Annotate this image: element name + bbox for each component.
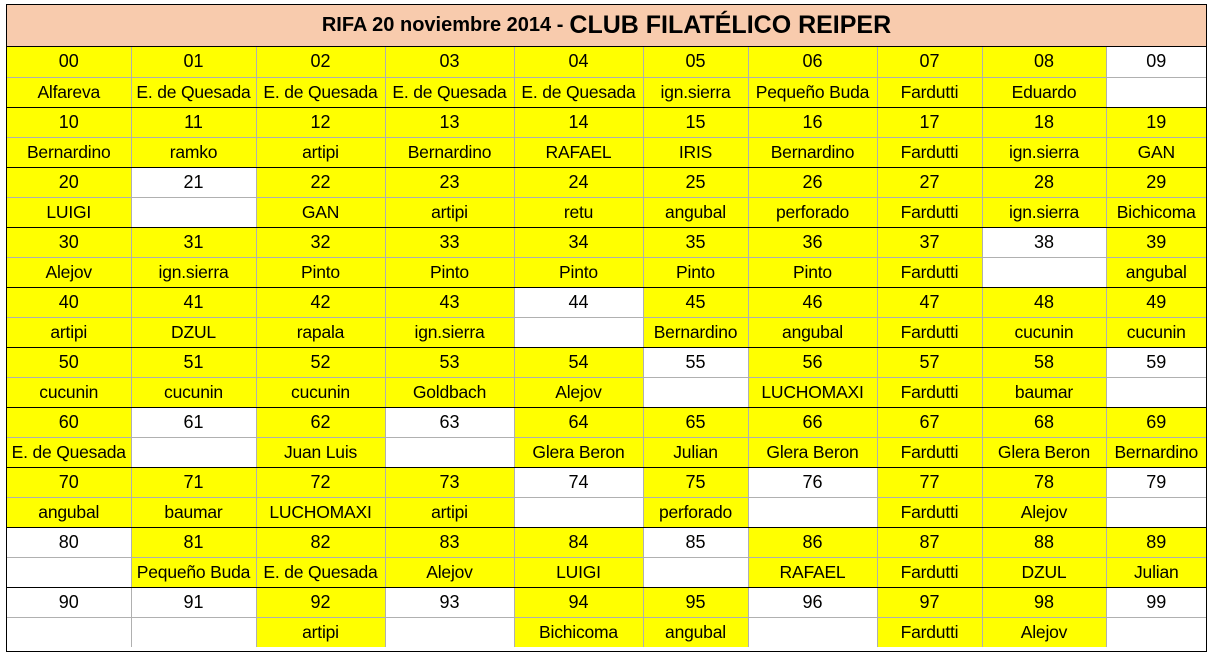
raffle-buyer-cell: GAN <box>256 197 385 227</box>
raffle-buyer-cell: Fardutti <box>877 317 982 347</box>
raffle-number-cell: 43 <box>385 287 514 317</box>
raffle-number-cell: 63 <box>385 407 514 437</box>
raffle-buyer-cell: Fardutti <box>877 617 982 647</box>
raffle-number-cell: 68 <box>982 407 1106 437</box>
raffle-number-cell: 38 <box>982 227 1106 257</box>
raffle-buyer-cell: ign.sierra <box>385 317 514 347</box>
raffle-buyer-cell: Pinto <box>385 257 514 287</box>
raffle-number-cell: 78 <box>982 467 1106 497</box>
raffle-number-cell: 02 <box>256 47 385 77</box>
raffle-number-cell: 48 <box>982 287 1106 317</box>
number-row <box>7 107 1206 137</box>
raffle-number-cell: 69 <box>1106 407 1206 437</box>
raffle-number-cell: 54 <box>514 347 643 377</box>
raffle-number-cell: 45 <box>643 287 748 317</box>
raffle-number-cell: 53 <box>385 347 514 377</box>
raffle-number-cell: 73 <box>385 467 514 497</box>
raffle-number-cell: 85 <box>643 527 748 557</box>
name-row <box>7 617 1206 647</box>
raffle-buyer-cell: cucunin <box>982 317 1106 347</box>
raffle-number-cell: 19 <box>1106 107 1206 137</box>
raffle-buyer-cell: rapala <box>256 317 385 347</box>
raffle-number-cell: 44 <box>514 287 643 317</box>
raffle-buyer-cell: Fardutti <box>877 77 982 107</box>
raffle-number-cell: 72 <box>256 467 385 497</box>
raffle-buyer-cell: ign.sierra <box>982 197 1106 227</box>
raffle-number-cell: 00 <box>7 47 131 77</box>
raffle-number-cell: 18 <box>982 107 1106 137</box>
title-prefix: RIFA 20 noviembre 2014 - <box>321 14 564 36</box>
raffle-buyer-cell: baumar <box>982 377 1106 407</box>
raffle-buyer-cell: Fardutti <box>877 557 982 587</box>
raffle-number-cell: 65 <box>643 407 748 437</box>
raffle-number-cell: 84 <box>514 527 643 557</box>
raffle-number-cell: 34 <box>514 227 643 257</box>
raffle-buyer-cell <box>1106 497 1206 527</box>
raffle-number-cell: 36 <box>748 227 877 257</box>
number-row <box>7 47 1206 77</box>
raffle-buyer-cell <box>1106 377 1206 407</box>
raffle-buyer-cell: artipi <box>7 317 131 347</box>
raffle-buyer-cell: Eduardo <box>982 77 1106 107</box>
raffle-buyer-cell: angubal <box>643 197 748 227</box>
raffle-buyer-cell: Pinto <box>748 257 877 287</box>
raffle-buyer-cell <box>131 617 256 647</box>
raffle-number-cell: 11 <box>131 107 256 137</box>
raffle-number-cell: 50 <box>7 347 131 377</box>
raffle-buyer-cell: LUIGI <box>7 197 131 227</box>
raffle-number-cell: 20 <box>7 167 131 197</box>
raffle-buyer-cell: Alejov <box>982 497 1106 527</box>
raffle-number-cell: 21 <box>131 167 256 197</box>
raffle-buyer-cell: Goldbach <box>385 377 514 407</box>
raffle-buyer-cell: IRIS <box>643 137 748 167</box>
raffle-buyer-cell: Fardutti <box>877 137 982 167</box>
raffle-number-cell: 15 <box>643 107 748 137</box>
raffle-number-cell: 51 <box>131 347 256 377</box>
raffle-number-cell: 87 <box>877 527 982 557</box>
number-row <box>7 227 1206 257</box>
raffle-buyer-cell: Julian <box>1106 557 1206 587</box>
raffle-number-cell: 31 <box>131 227 256 257</box>
name-row <box>7 77 1206 107</box>
number-row <box>7 587 1206 617</box>
raffle-buyer-cell: Julian <box>643 437 748 467</box>
raffle-number-cell: 93 <box>385 587 514 617</box>
raffle-buyer-cell: Alejov <box>385 557 514 587</box>
raffle-buyer-cell: artipi <box>385 497 514 527</box>
raffle-buyer-cell: angubal <box>7 497 131 527</box>
raffle-buyer-cell: cucunin <box>131 377 256 407</box>
raffle-buyer-cell: Glera Beron <box>514 437 643 467</box>
raffle-number-cell: 42 <box>256 287 385 317</box>
raffle-number-cell: 55 <box>643 347 748 377</box>
raffle-number-cell: 35 <box>643 227 748 257</box>
raffle-buyer-cell <box>748 617 877 647</box>
raffle-number-cell: 98 <box>982 587 1106 617</box>
raffle-number-cell: 26 <box>748 167 877 197</box>
raffle-buyer-cell <box>643 377 748 407</box>
raffle-buyer-cell: Bernardino <box>1106 437 1206 467</box>
raffle-number-cell: 60 <box>7 407 131 437</box>
raffle-buyer-cell: Bernardino <box>7 137 131 167</box>
raffle-number-cell: 46 <box>748 287 877 317</box>
raffle-number-cell: 58 <box>982 347 1106 377</box>
raffle-number-cell: 99 <box>1106 587 1206 617</box>
raffle-number-cell: 39 <box>1106 227 1206 257</box>
raffle-buyer-cell: angubal <box>643 617 748 647</box>
raffle-buyer-cell <box>514 317 643 347</box>
raffle-buyer-cell: cucunin <box>7 377 131 407</box>
raffle-number-cell: 09 <box>1106 47 1206 77</box>
name-row <box>7 317 1206 347</box>
raffle-number-cell: 25 <box>643 167 748 197</box>
raffle-number-cell: 96 <box>748 587 877 617</box>
raffle-buyer-cell: E. de Quesada <box>7 437 131 467</box>
raffle-number-cell: 05 <box>643 47 748 77</box>
raffle-number-cell: 79 <box>1106 467 1206 497</box>
raffle-buyer-cell: perforado <box>643 497 748 527</box>
raffle-buyer-cell: GAN <box>1106 137 1206 167</box>
raffle-buyer-cell <box>131 437 256 467</box>
number-row <box>7 467 1206 497</box>
raffle-number-cell: 97 <box>877 587 982 617</box>
raffle-buyer-cell: E. de Quesada <box>256 557 385 587</box>
raffle-buyer-cell: Bichicoma <box>1106 197 1206 227</box>
raffle-number-cell: 56 <box>748 347 877 377</box>
raffle-number-cell: 16 <box>748 107 877 137</box>
name-row <box>7 257 1206 287</box>
name-row <box>7 497 1206 527</box>
raffle-grid <box>7 47 1206 647</box>
raffle-number-cell: 03 <box>385 47 514 77</box>
raffle-buyer-cell <box>1106 77 1206 107</box>
raffle-buyer-cell <box>7 617 131 647</box>
raffle-number-cell: 91 <box>131 587 256 617</box>
raffle-number-cell: 01 <box>131 47 256 77</box>
raffle-number-cell: 89 <box>1106 527 1206 557</box>
raffle-buyer-cell <box>982 257 1106 287</box>
raffle-number-cell: 82 <box>256 527 385 557</box>
raffle-number-cell: 32 <box>256 227 385 257</box>
raffle-number-cell: 95 <box>643 587 748 617</box>
raffle-buyer-cell: ramko <box>131 137 256 167</box>
raffle-number-cell: 37 <box>877 227 982 257</box>
raffle-buyer-cell: RAFAEL <box>748 557 877 587</box>
raffle-buyer-cell: RAFAEL <box>514 137 643 167</box>
number-row <box>7 167 1206 197</box>
raffle-sheet <box>6 4 1207 652</box>
raffle-number-cell: 59 <box>1106 347 1206 377</box>
raffle-number-cell: 40 <box>7 287 131 317</box>
raffle-number-cell: 29 <box>1106 167 1206 197</box>
name-row <box>7 137 1206 167</box>
raffle-number-cell: 22 <box>256 167 385 197</box>
raffle-number-cell: 52 <box>256 347 385 377</box>
raffle-number-cell: 23 <box>385 167 514 197</box>
raffle-buyer-cell: LUCHOMAXI <box>748 377 877 407</box>
raffle-number-cell: 83 <box>385 527 514 557</box>
raffle-number-cell: 88 <box>982 527 1106 557</box>
raffle-number-cell: 57 <box>877 347 982 377</box>
raffle-buyer-cell: retu <box>514 197 643 227</box>
raffle-number-cell: 04 <box>514 47 643 77</box>
raffle-buyer-cell: Alejov <box>982 617 1106 647</box>
raffle-number-cell: 86 <box>748 527 877 557</box>
raffle-buyer-cell: LUCHOMAXI <box>256 497 385 527</box>
raffle-buyer-cell: DZUL <box>982 557 1106 587</box>
raffle-buyer-cell: ign.sierra <box>982 137 1106 167</box>
raffle-buyer-cell: Fardutti <box>877 437 982 467</box>
raffle-number-cell: 07 <box>877 47 982 77</box>
raffle-number-cell: 62 <box>256 407 385 437</box>
raffle-number-cell: 08 <box>982 47 1106 77</box>
raffle-number-cell: 13 <box>385 107 514 137</box>
raffle-buyer-cell <box>131 197 256 227</box>
raffle-number-cell: 27 <box>877 167 982 197</box>
raffle-buyer-cell: cucunin <box>256 377 385 407</box>
raffle-number-cell: 28 <box>982 167 1106 197</box>
raffle-number-cell: 90 <box>7 587 131 617</box>
raffle-buyer-cell: E. de Quesada <box>514 77 643 107</box>
raffle-buyer-cell: Glera Beron <box>982 437 1106 467</box>
raffle-buyer-cell: Bernardino <box>385 137 514 167</box>
raffle-buyer-cell: Bichicoma <box>514 617 643 647</box>
raffle-number-cell: 67 <box>877 407 982 437</box>
raffle-buyer-cell <box>385 437 514 467</box>
raffle-number-cell: 24 <box>514 167 643 197</box>
raffle-buyer-cell: perforado <box>748 197 877 227</box>
raffle-grid-body <box>7 47 1206 647</box>
raffle-buyer-cell: Pinto <box>514 257 643 287</box>
number-row <box>7 407 1206 437</box>
raffle-buyer-cell: E. de Quesada <box>131 77 256 107</box>
raffle-number-cell: 77 <box>877 467 982 497</box>
raffle-buyer-cell: Glera Beron <box>748 437 877 467</box>
raffle-buyer-cell: Bernardino <box>748 137 877 167</box>
raffle-number-cell: 33 <box>385 227 514 257</box>
number-row <box>7 287 1206 317</box>
raffle-buyer-cell: Pequeño Buda <box>131 557 256 587</box>
raffle-number-cell: 10 <box>7 107 131 137</box>
raffle-buyer-cell: E. de Quesada <box>256 77 385 107</box>
name-row <box>7 197 1206 227</box>
raffle-buyer-cell: DZUL <box>131 317 256 347</box>
raffle-number-cell: 81 <box>131 527 256 557</box>
raffle-buyer-cell: Fardutti <box>877 497 982 527</box>
raffle-buyer-cell: Juan Luis <box>256 437 385 467</box>
raffle-number-cell: 80 <box>7 527 131 557</box>
name-row <box>7 557 1206 587</box>
raffle-buyer-cell: angubal <box>1106 257 1206 287</box>
raffle-buyer-cell: artipi <box>256 137 385 167</box>
raffle-buyer-cell <box>1106 617 1206 647</box>
raffle-number-cell: 92 <box>256 587 385 617</box>
raffle-buyer-cell: Pinto <box>256 257 385 287</box>
raffle-buyer-cell: E. de Quesada <box>385 77 514 107</box>
raffle-number-cell: 75 <box>643 467 748 497</box>
raffle-buyer-cell: Alejov <box>514 377 643 407</box>
raffle-number-cell: 70 <box>7 467 131 497</box>
raffle-buyer-cell <box>514 497 643 527</box>
name-row <box>7 437 1206 467</box>
raffle-buyer-cell: Fardutti <box>877 257 982 287</box>
raffle-number-cell: 74 <box>514 467 643 497</box>
raffle-buyer-cell: ign.sierra <box>643 77 748 107</box>
sheet-title <box>7 5 1206 47</box>
raffle-number-cell: 71 <box>131 467 256 497</box>
raffle-number-cell: 06 <box>748 47 877 77</box>
raffle-buyer-cell: angubal <box>748 317 877 347</box>
raffle-buyer-cell: artipi <box>256 617 385 647</box>
raffle-buyer-cell: Pinto <box>643 257 748 287</box>
number-row <box>7 527 1206 557</box>
raffle-buyer-cell: LUIGI <box>514 557 643 587</box>
raffle-buyer-cell <box>643 557 748 587</box>
raffle-buyer-cell: Alfareva <box>7 77 131 107</box>
raffle-number-cell: 47 <box>877 287 982 317</box>
raffle-number-cell: 76 <box>748 467 877 497</box>
raffle-number-cell: 30 <box>7 227 131 257</box>
raffle-buyer-cell <box>385 617 514 647</box>
title-club: CLUB FILATÉLICO REIPER <box>569 11 892 39</box>
raffle-number-cell: 12 <box>256 107 385 137</box>
raffle-number-cell: 49 <box>1106 287 1206 317</box>
raffle-number-cell: 94 <box>514 587 643 617</box>
raffle-buyer-cell <box>7 557 131 587</box>
raffle-buyer-cell <box>748 497 877 527</box>
number-row <box>7 347 1206 377</box>
raffle-number-cell: 61 <box>131 407 256 437</box>
raffle-buyer-cell: baumar <box>131 497 256 527</box>
raffle-number-cell: 14 <box>514 107 643 137</box>
raffle-number-cell: 64 <box>514 407 643 437</box>
raffle-buyer-cell: Fardutti <box>877 377 982 407</box>
raffle-number-cell: 66 <box>748 407 877 437</box>
raffle-number-cell: 41 <box>131 287 256 317</box>
raffle-buyer-cell: Bernardino <box>643 317 748 347</box>
raffle-buyer-cell: ign.sierra <box>131 257 256 287</box>
raffle-buyer-cell: Pequeño Buda <box>748 77 877 107</box>
raffle-buyer-cell: Fardutti <box>877 197 982 227</box>
raffle-buyer-cell: artipi <box>385 197 514 227</box>
raffle-buyer-cell: Alejov <box>7 257 131 287</box>
raffle-buyer-cell: cucunin <box>1106 317 1206 347</box>
raffle-number-cell: 17 <box>877 107 982 137</box>
name-row <box>7 377 1206 407</box>
